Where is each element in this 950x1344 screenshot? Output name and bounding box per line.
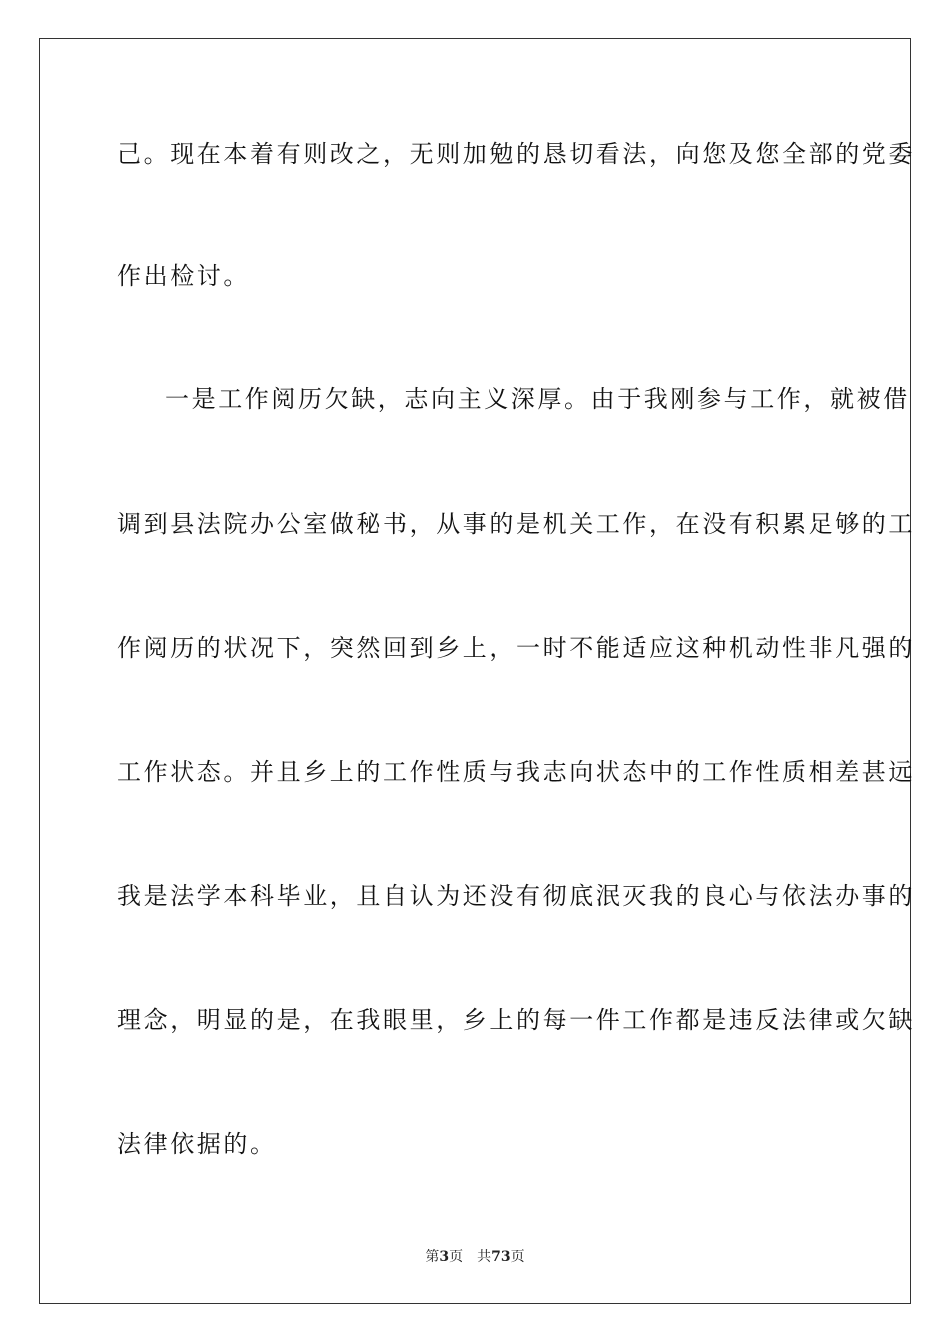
body-line-6: 工作状态。并且乡上的工作性质与我志向状态中的工作性质相差甚远 bbox=[117, 758, 915, 786]
page-suffix: 页 bbox=[449, 1249, 464, 1265]
body-line-3: 一是工作阅历欠缺，志向主义深厚。由于我刚参与工作，就被借 bbox=[165, 385, 910, 413]
body-line-2: 作出检讨。 bbox=[117, 262, 250, 290]
page-footer bbox=[0, 1248, 950, 1266]
total-prefix: 共 bbox=[477, 1249, 492, 1265]
total-pages: 73 bbox=[491, 1249, 511, 1265]
total-suffix: 页 bbox=[510, 1249, 525, 1265]
body-line-8: 理念，明显的是，在我眼里，乡上的每一件工作都是违反法律或欠缺 bbox=[117, 1006, 915, 1034]
body-line-4: 调到县法院办公室做秘书，从事的是机关工作，在没有积累足够的工 bbox=[117, 510, 915, 538]
page-border bbox=[39, 38, 915, 1304]
page-prefix: 第 bbox=[425, 1249, 440, 1265]
page-number: 3 bbox=[439, 1249, 450, 1265]
body-line-9: 法律依据的。 bbox=[117, 1130, 277, 1158]
body-line-7: 我是法学本科毕业，且自认为还没有彻底泯灭我的良心与依法办事的 bbox=[117, 882, 915, 910]
body-line-1: 己。现在本着有则改之，无则加勉的恳切看法，向您及您全部的党委 bbox=[117, 140, 915, 168]
body-line-5: 作阅历的状况下，突然回到乡上，一时不能适应这种机动性非凡强的 bbox=[117, 634, 915, 662]
